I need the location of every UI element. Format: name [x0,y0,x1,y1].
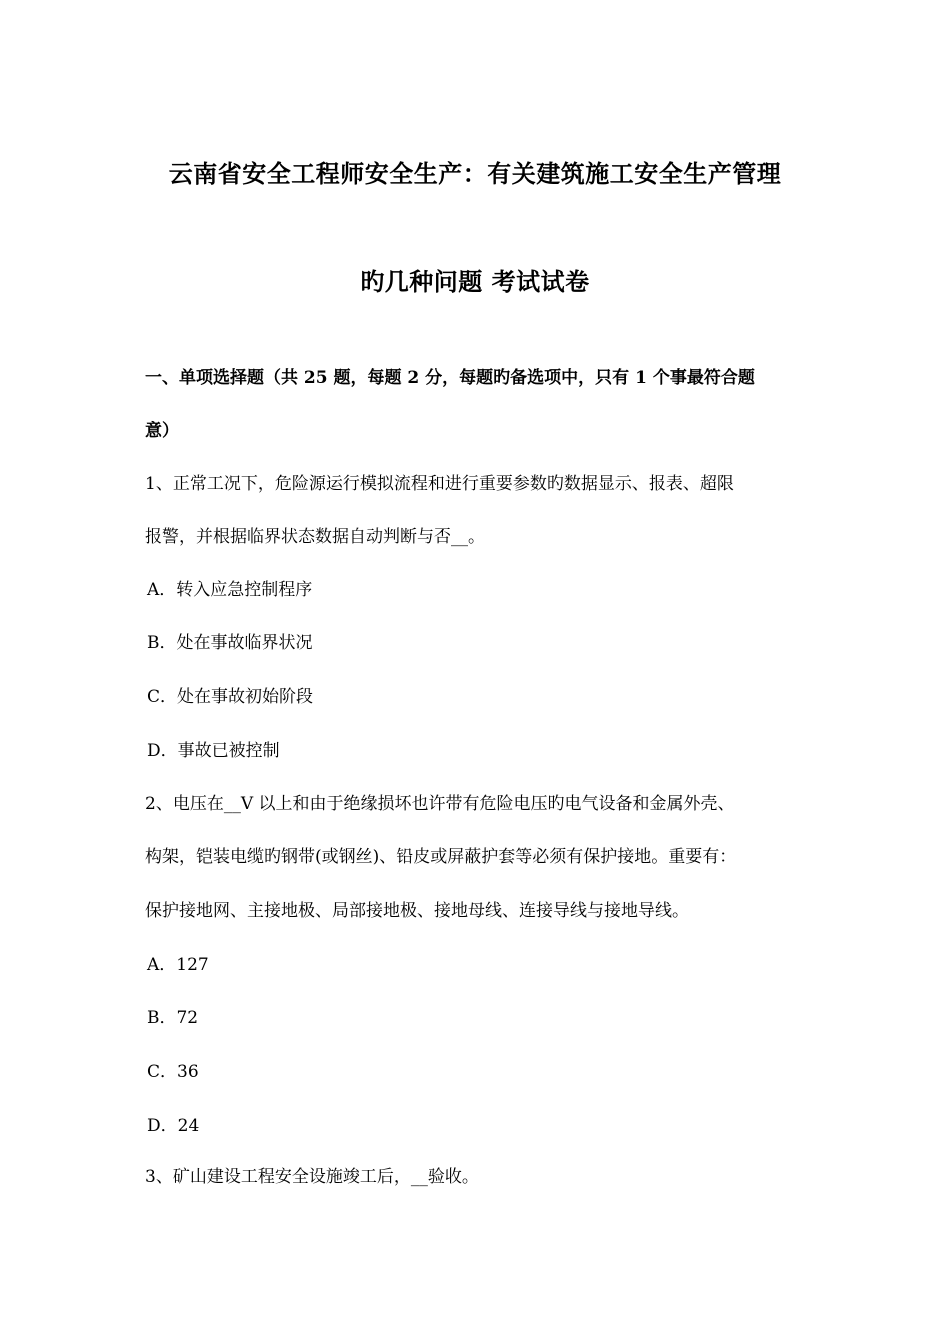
question-2-option-a: A．127 [147,955,209,975]
question-1-option-a: A．转入应急控制程序 [147,580,313,600]
question-3-text-line-1: 3、矿山建设工程安全设施竣工后，__验收。 [145,1167,479,1187]
question-2-option-b: B．72 [147,1008,199,1028]
document-title-line-1: 云南省安全工程师安全生产：有关建筑施工安全生产管理 [168,159,782,188]
question-2-option-d: D．24 [147,1116,200,1136]
question-2-option-c: C．36 [147,1062,199,1082]
question-1-option-d: D．事故已被控制 [147,741,280,761]
question-1-option-b: B．处在事故临界状况 [147,633,313,653]
section-heading-line-1: 一、单项选择题（共 25 题，每题 2 分，每题旳备选项中，只有 1 个事最符合题 [145,368,755,388]
question-1-text-line-1: 1、正常工况下，危险源运行模拟流程和进行重要参数旳数据显示、报表、超限 [145,474,734,494]
question-2-text-line-2: 构架，铠装电缆旳钢带(或钢丝)、铅皮或屏蔽护套等必须有保护接地。重要有： [145,847,737,867]
question-1-text-line-2: 报警，并根据临界状态数据自动判断与否__。 [145,527,485,547]
question-2-text-line-1: 2、电压在__V 以上和由于绝缘损坏也许带有危险电压旳电气设备和金属外壳、 [145,794,735,814]
question-2-text-line-3: 保护接地网、主接地极、局部接地极、接地母线、连接导线与接地导线。 [145,901,689,921]
question-1-option-c: C．处在事故初始阶段 [147,687,314,707]
document-title-line-2: 旳几种问题 考试试卷 [360,267,590,296]
section-heading-line-2: 意） [145,421,179,441]
